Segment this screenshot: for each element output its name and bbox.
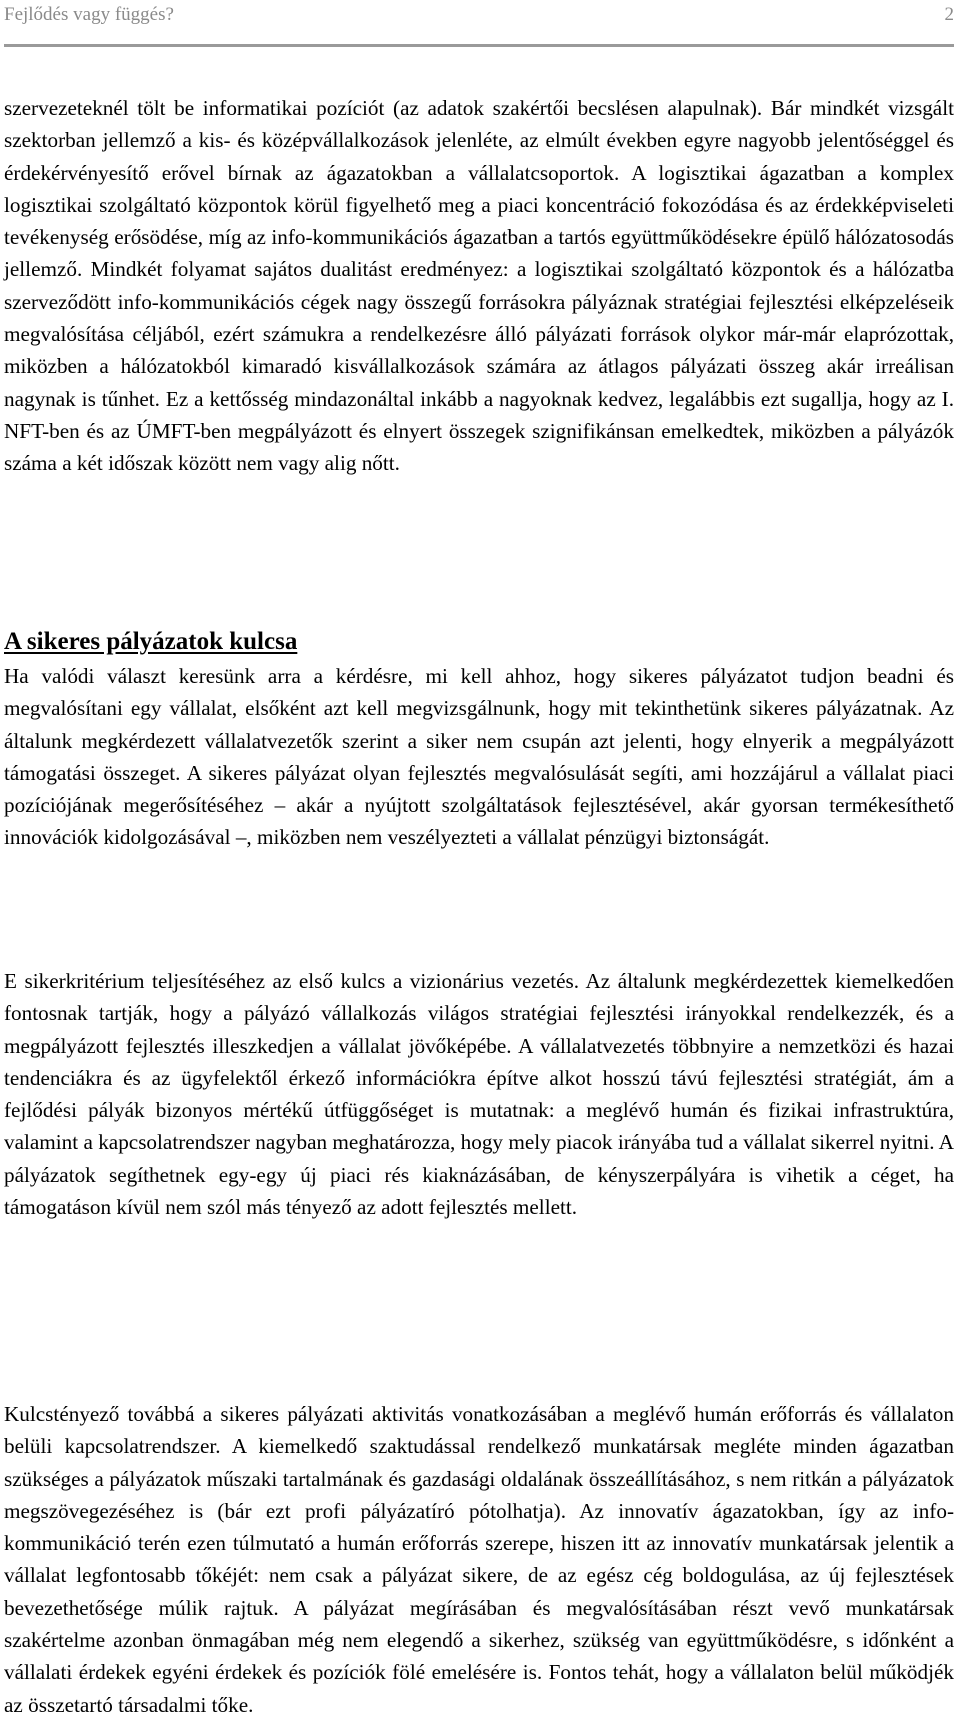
body-paragraph-4: Kulcstényező továbbá a sikeres pályázati aktivitás vonatkozásában a meglévő humán erőforrás és vállalaton belüli kapcsolatrendszer. A kiemelkedő szaktudással rendelkező munkatársak megléte minden ágazatban szükséges a pályázatok műszaki tartalmának és gazdasági oldalának összeállításához, s nem ritkán a pályázatok megszövegezéséhez is (bár ezt profi pályázatíró pótolhatja). Az innovatív ágazatokban, így az info-kommunikáció terén ezen túlmutató a humán erőforrás szerepe, hiszen itt az innovatív munkatársak jelentik a vállalat legfontosabb tőkéjét: nem csak a pályázat sikere, de az egész cég boldogulása, az új fejlesztések bevezethetősége múlik rajtuk. A pályázat megírásában és megvalósításában részt vevő munkatársak szakértelme azonban önmagában még nem elegendő a sikerhez, szükség van együttműködésre, s időnként a vállalati érdekek egyéni érdekek és pozíciók fölé emelésére is. Fontos tehát, hogy a vállalaton belül működjék az összetartó társadalmi tőke.	[4, 1402, 954, 1717]
running-header-title: Fejlődés vagy függés?	[4, 4, 174, 25]
body-paragraph-2: Ha valódi választ keresünk arra a kérdésre, mi kell ahhoz, hogy sikeres pályázatot tudjon beadni és megvalósítani egy vállalat, elsőként azt kell megvizsgálnunk, hogy mit tekinthetünk sikeres pályázatnak. Az általunk megkérdezett vállalatvezetők szerint a siker nem csupán azt jelenti, hogy elnyerik a megpályázott támogatási összeget. A sikeres pályázat olyan fejlesztés megvalósulását segíti, ami hozzájárul a vállalat piaci pozíciójának megerősítéséhez – akár a nyújtott szolgáltatások fejlesztésével, akár gyorsan termékesíthető innovációk kidolgozásával –, miközben nem veszélyezteti a vállalat pénzügyi biztonságát.	[4, 664, 954, 850]
body-paragraph-1: szervezeteknél tölt be informatikai pozíciót (az adatok szakértői becslésen alapulnak). Bár mindkét vizsgált szektorban jellemző a kis- és középvállalkozások jelenléte, az elmúlt években egyre nagyobb jelentőséggel és érdekérvényesítő erővel bírnak az ágazatokban a vállalatcsoportok. A logisztikai ágazatban a komplex logisztikai szolgáltató központok körül figyelhető meg a piaci koncentráció fokozódása és az érdekképviseleti tevékenység erősödése, míg az info-kommunikációs ágazatban a tartós együttműködésekre épülő hálózatosodás jellemző. Mindkét folyamat sajátos dualitást eredményez: a logisztikai szolgáltató központok és a hálózatba szerveződött info-kommunikációs cégek nagy összegű forrásokra pályáznak stratégiai fejlesztési elképzeléseik megvalósítása céljából, ezért számukra a rendelkezésre álló pályázati források olykor már-már elaprózottak, miközben a hálózatokból kimaradó kisvállalkozások számára az átlagos pályázati összeg akár irreálisan nagynak is tűnhet. Ez a kettősség mindazonáltal inkább a nagyoknak kedvez, legalábbis ezt sugallja, hogy az I. NFT-ben és az ÚMFT-ben megpályázott és elnyert összegek szignifikánsan emelkedtek, miközben a pályázók száma a két időszak között nem vagy alig nőtt.	[4, 96, 954, 476]
running-header	[4, 0, 954, 30]
body-paragraph-3: E sikerkritérium teljesítéséhez az első kulcs a vizionárius vezetés. Az általunk megkérdezettek kiemelkedően fontosnak tartják, hogy a pályázó vállalkozás világos stratégiai fejlesztési irányokkal rendelkezzék, és a megpályázott fejlesztés illeszkedjen a vállalat jövőképébe. A vállalatvezetés többnyire a nemzetközi és hazai tendenciákra és az ügyfelektől érkező információkra építve alkot hosszú távú fejlesztési stratégiát, ám a fejlődési pályák bizonyos mértékű útfüggőséget is mutatnak: a meglévő humán és fizikai infrastruktúra, valamint a kapcsolatrendszer nagyban meghatározza, hogy mely piacok irányába tud a vállalat sikerrel nyitni. A pályázatok segíthetnek egy-egy új piaci rés kiaknázásában, de kényszerpályára is vihetik a céget, ha támogatáson kívül nem szól más tényező az adott fejlesztés mellett.	[4, 969, 954, 1220]
header-divider	[4, 44, 954, 47]
page-number: 2	[944, 4, 954, 25]
section-heading: A sikeres pályázatok kulcsa	[4, 628, 298, 655]
